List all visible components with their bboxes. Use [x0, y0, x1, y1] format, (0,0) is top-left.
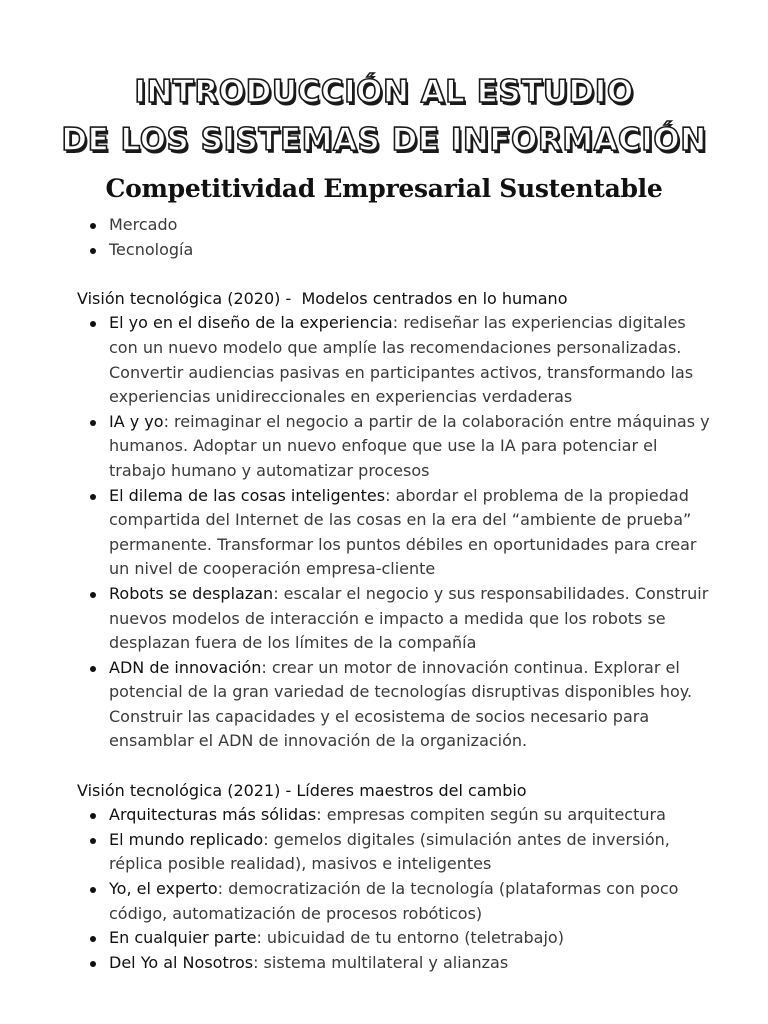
item-term: Yo, el experto	[109, 879, 218, 899]
item-term: Robots se desplazan	[109, 583, 274, 603]
item-term: IA y yo	[109, 411, 164, 431]
item-term: El yo en el diseño de la experiencia	[109, 313, 393, 333]
item-text: : gemelos digitales (simulación antes de inversión, réplica posible realidad), masivos e inteligentes	[109, 829, 670, 874]
item-text: : rediseñar las experiencias digitales con un nuevo modelo que amplíe las recomendaciones personalizadas. Convertir audiencias pasivas en participantes activos, transformando las experiencias unidireccionales en experiencias verdaderas	[109, 313, 694, 407]
section-heading-2020: Visión tecnológica (2020) - Modelos centrados en lo humano	[77, 288, 568, 308]
item-text: : sistema multilateral y alianzas	[253, 952, 509, 972]
item-text: : escalar el negocio y sus responsabilidades. Construir nuevos modelos de interacción e impacto a medida que los robots se desplazan fuera de los límites de la compañía	[109, 583, 709, 653]
list-item	[77, 656, 717, 754]
list-item	[77, 410, 717, 484]
top-bullet-list	[77, 213, 717, 262]
list-item: Mercado	[77, 213, 717, 238]
title-line-2: DE LOS SISTEMAS DE INFORMACIÓN	[61, 122, 707, 158]
document-body	[77, 213, 717, 975]
document-subtitle: Competitividad Empresarial Sustentable	[105, 174, 663, 203]
item-term: Arquitecturas más sólidas	[109, 805, 317, 825]
item-term: El mundo replicado	[109, 829, 264, 849]
item-text: : empresas compiten según su arquitectura	[316, 805, 666, 825]
item-text: : ubicuidad de tu entorno (teletrabajo)	[256, 928, 564, 948]
list-item	[77, 311, 717, 409]
list-item	[77, 803, 717, 828]
item-term: Del Yo al Nosotros	[109, 952, 254, 972]
section-heading-2021: Visión tecnológica (2021) - Líderes maestros del cambio	[77, 780, 527, 800]
list-item	[77, 951, 717, 976]
bullet-list-2021	[77, 803, 717, 975]
list-item	[77, 877, 717, 926]
item-text: : crear un motor de innovación continua. Explorar el potencial de la gran variedad de tecnologías disruptivas disponibles hoy. Construir las capacidades y el ecosistema de socios necesario para ensamblar el ADN de innovación de la organización.	[109, 657, 693, 751]
item-term: En cualquier parte	[109, 928, 257, 948]
list-item	[77, 828, 717, 877]
item-text: : abordar el problema de la propiedad compartida del Internet de las cosas en la era del “ambiente de prueba” permanente. Transformar los puntos débiles en oportunidades para crear un nivel de cooperación empresa-cliente	[109, 485, 697, 579]
document-title	[0, 68, 768, 164]
bullet-list-2020	[77, 311, 717, 754]
list-item: Tecnología	[77, 238, 717, 263]
spacer	[77, 754, 717, 779]
item-text: : democratización de la tecnología (plataformas con poco código, automatización de procesos robóticos)	[109, 879, 679, 923]
title-line-1: INTRODUCCIÓN AL ESTUDIO	[134, 74, 634, 110]
list-item	[77, 484, 717, 582]
spacer	[77, 262, 717, 287]
list-item	[77, 926, 717, 951]
item-term: El dilema de las cosas inteligentes	[109, 485, 386, 505]
item-text: : reimaginar el negocio a partir de la colaboración entre máquinas y humanos. Adoptar un nuevo enfoque que use la IA para potenciar el trabajo humano y automatizar procesos	[109, 411, 710, 480]
list-item	[77, 582, 717, 656]
item-term: ADN de innovación	[109, 657, 262, 677]
